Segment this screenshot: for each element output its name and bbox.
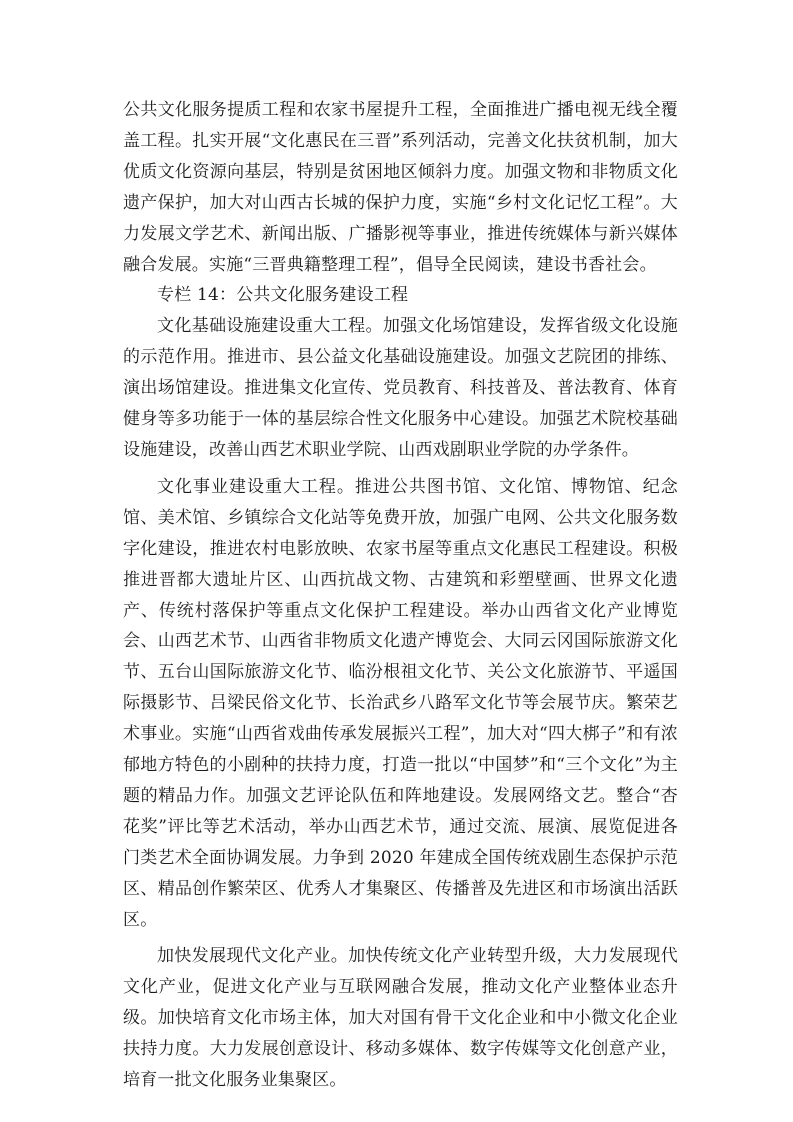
paragraph-cultural-industry: 加快发展现代文化产业。加快传统文化产业转型升级，大力发展现代文化产业，促进文化产业与互联网融合发展，推动文化产业整体业态升级。加快培育文化市场主体，加大对国有骨干文化企业和中小微文化企业扶持力度。大力发展创意设计、移动多媒体、数字传媒等文化创意产业，培育一批文化服务业集聚区。 [123, 946, 678, 1091]
section-heading-column-14: 专栏 14：公共文化服务建设工程 [157, 285, 409, 306]
document-body [123, 95, 678, 1096]
paragraph-intro: 公共文化服务提质工程和农家书屋提升工程，全面推进广播电视无线全覆盖工程。扎实开展“文化惠民在三晋”系列活动，完善文化扶贫机制，加大优质文化资源向基层，特别是贫困地区倾斜力度。加强文物和非物质文化遗产保护，加大对山西古长城的保护力度，实施“乡村文化记忆工程”。大力发展文学艺术、新闻出版、广播影视等事业，推进传统媒体与新兴媒体融合发展。实施“三晋典籍整理工程”，倡导全民阅读，建设书香社会。 [123, 100, 678, 275]
paragraph-cultural-undertakings: 文化事业建设重大工程。推进公共图书馆、文化馆、博物馆、纪念馆、美术馆、乡镇综合文化站等免费开放，加强广电网、公共文化服务数字化建设，推进农村电影放映、农家书屋等重点文化惠民工程建设。积极推进晋都大遗址片区、山西抗战文物、古建筑和彩塑壁画、世界文化遗产、传统村落保护等重点文化保护工程建设。举办山西省文化产业博览会、山西艺术节、山西省非物质文化遗产博览会、大同云冈国际旅游文化节、五台山国际旅游文化节、临汾根祖文化节、关公文化旅游节、平遥国际摄影节、吕梁民俗文化节、长治武乡八路军文化节等会展节庆。繁荣艺术事业。实施“山西省戏曲传承发展振兴工程”，加大对“四大梆子”和有浓郁地方特色的小剧种的扶持力度，打造一批以“中国梦”和“三个文化”为主题的精品力作。加强文艺评论队伍和阵地建设。发展网络文艺。整合“杏花奖”评比等艺术活动，举办山西艺术节，通过交流、展演、展览促进各门类艺术全面协调发展。力争到 2020 年建成全国传统戏剧生态保护示范区、精品创作繁荣区、优秀人才集聚区、传播普及先进区和市场演出活跃区。 [123, 476, 678, 930]
paragraph-infrastructure: 文化基础设施建设重大工程。加强文化场馆建设，发挥省级文化设施的示范作用。推进市、县公益文化基础设施建设。加强文艺院团的排练、演出场馆建设。推进集文化宣传、党员教育、科技普及、普法教育、体育健身等多功能于一体的基层综合性文化服务中心建设。加强艺术院校基础设施建设，改善山西艺术职业学院、山西戏剧职业学院的办学条件。 [123, 316, 678, 460]
